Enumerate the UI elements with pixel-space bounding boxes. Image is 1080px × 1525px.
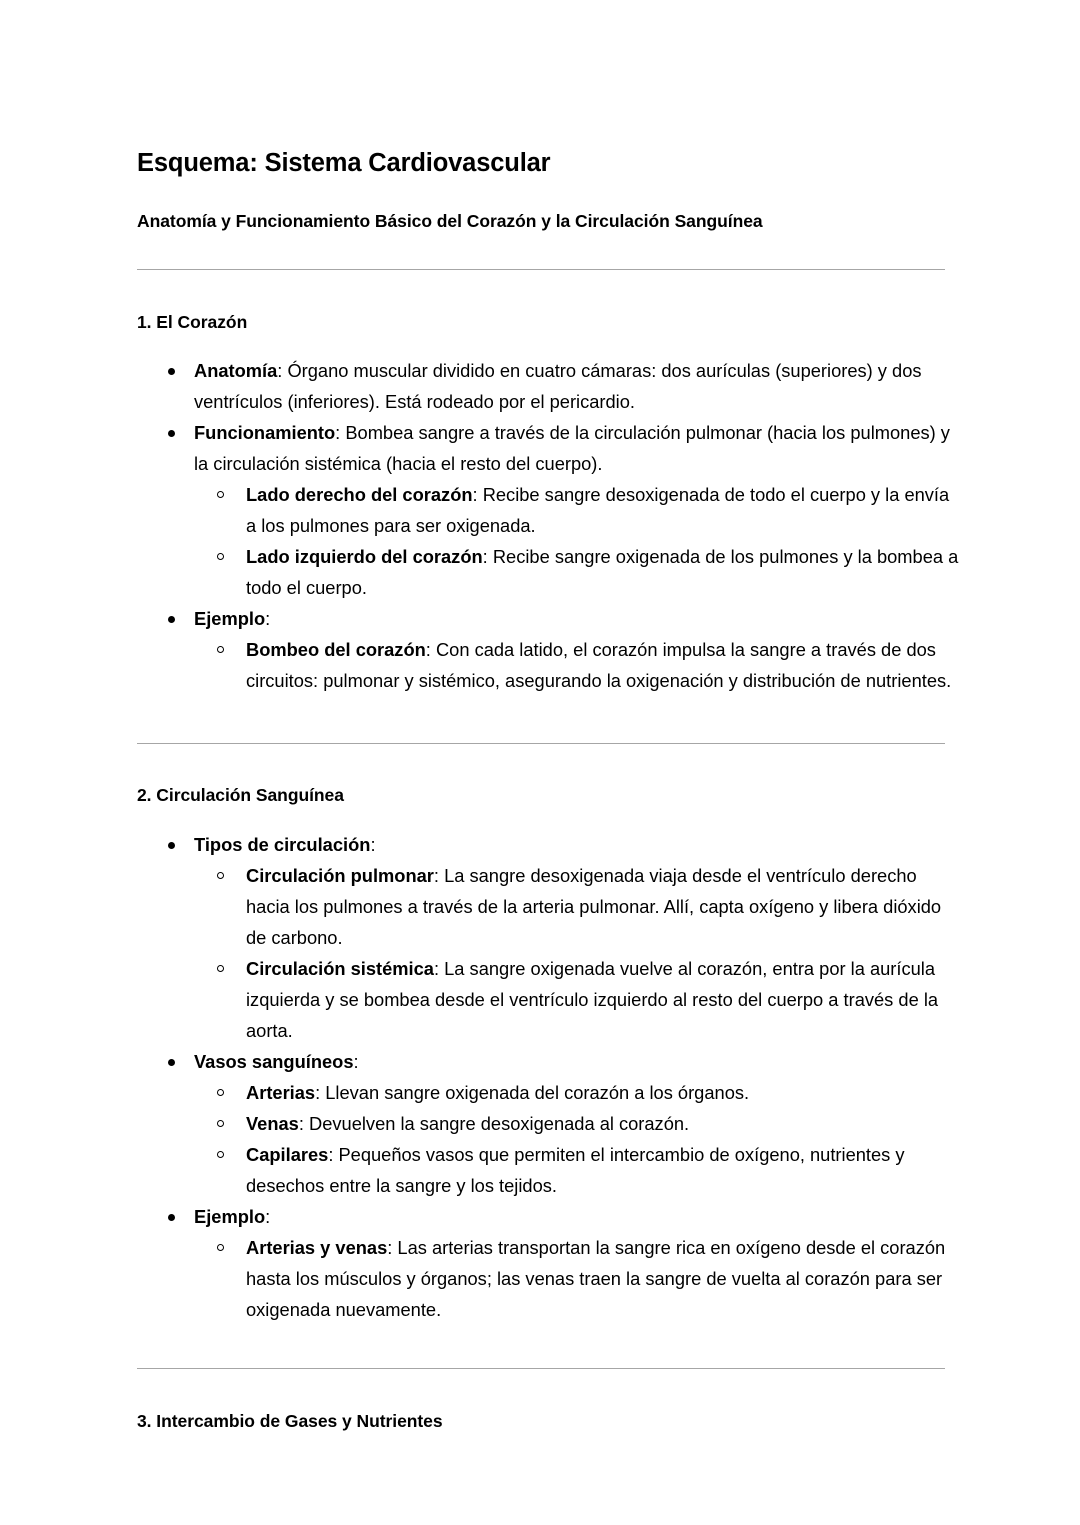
section-divider [137, 1368, 945, 1369]
list-item-body: : Órgano muscular dividido en cuatro cámaras: dos aurículas (superiores) y dos ventrículos (inferiores). Está rodeado por el pericardio. [194, 360, 922, 413]
sub-list-item [182, 634, 960, 696]
sub-list-item [182, 1139, 960, 1201]
list-item-text [194, 417, 960, 479]
list-item-text [194, 603, 960, 634]
list-item-body: : Bombea sangre a través de la circulación pulmonar (hacia los pulmones) y la circulación sistémica (hacia el resto del cuerpo). [194, 422, 950, 475]
sub-list-item-lead: Venas [246, 1113, 299, 1135]
sub-list-item-body: : La sangre oxigenada vuelve al corazón, entra por la aurícula izquierda y se bombea desde el ventrículo izquierdo al resto del cuerpo a través de la aorta. [246, 958, 939, 1042]
sub-list-item-text [246, 953, 960, 1046]
sub-list [182, 634, 960, 696]
section-2-list [137, 829, 960, 1325]
sub-list-item-text [246, 1077, 960, 1108]
sub-list-item-body: : La sangre desoxigenada viaja desde el ventrículo derecho hacia los pulmones a través de la arteria pulmonar. Allí, capta oxígeno y libera dióxido de carbono. [246, 865, 942, 949]
sub-list-item-text [246, 634, 960, 696]
list-item-body: : [370, 834, 376, 856]
sub-list [182, 1077, 960, 1201]
sub-list-item-text [246, 1139, 960, 1201]
list-item-text [194, 355, 960, 417]
section-1-list [137, 355, 960, 696]
list-item [137, 417, 960, 603]
sub-list-item-lead: Arterias [246, 1082, 316, 1104]
list-item-body: : [265, 608, 271, 630]
sub-list-item-body: : Las arterias transportan la sangre rica en oxígeno desde el corazón hasta los músculos y órganos; las venas traen la sangre de vuelta al corazón para ser oxigenada nuevamente. [246, 1237, 946, 1321]
sub-list-item-body: : Llevan sangre oxigenada del corazón a los órganos. [315, 1082, 750, 1104]
sub-list-item-lead: Arterias y venas [246, 1237, 388, 1259]
list-item-lead: Ejemplo [194, 608, 266, 630]
sub-list [182, 479, 960, 603]
list-item-lead: Anatomía [194, 360, 278, 382]
sub-list-item-text [246, 541, 960, 603]
list-item-lead: Ejemplo [194, 1206, 266, 1228]
list-item-text [194, 1046, 960, 1077]
page-title: Esquema: Sistema Cardiovascular [137, 149, 551, 177]
sub-list-item-lead: Bombeo del corazón [246, 639, 426, 661]
list-item [137, 829, 960, 1046]
sub-list-item-text [246, 1232, 960, 1325]
page-subtitle: Anatomía y Funcionamiento Básico del Corazón y la Circulación Sanguínea [137, 210, 763, 231]
section-heading-1: 1. El Corazón [137, 311, 248, 332]
list-item-lead: Tipos de circulación [194, 834, 371, 856]
sub-list-item [182, 541, 960, 603]
section-heading-3: 3. Intercambio de Gases y Nutrientes [137, 1411, 443, 1432]
sub-list-item-body: : Pequeños vasos que permiten el intercambio de oxígeno, nutrientes y desechos entre la sangre y los tejidos. [246, 1144, 905, 1197]
sub-list-item [182, 860, 960, 953]
sub-list [182, 860, 960, 1046]
list-item [137, 355, 960, 417]
list-item-body: : [265, 1206, 271, 1228]
sub-list-item-body: : Recibe sangre oxigenada de los pulmones y la bombea a todo el cuerpo. [246, 546, 959, 599]
list-item [137, 1046, 960, 1201]
section-divider [137, 269, 945, 270]
section-heading-2: 2. Circulación Sanguínea [137, 785, 344, 806]
list-item-body: : [353, 1051, 359, 1073]
sub-list-item-text [246, 1108, 960, 1139]
sub-list-item-lead: Lado izquierdo del corazón [246, 546, 483, 568]
section-divider [137, 743, 945, 744]
sub-list-item [182, 1108, 960, 1139]
sub-list-item [182, 1077, 960, 1108]
list-item [137, 1201, 960, 1325]
sub-list-item-body: : Con cada latido, el corazón impulsa la sangre a través de dos circuitos: pulmonar y sistémico, asegurando la oxigenación y distribución de nutrientes. [246, 639, 952, 692]
sub-list-item-lead: Capilares [246, 1144, 329, 1166]
sub-list-item-body: : Recibe sangre desoxigenada de todo el cuerpo y la envía a los pulmones para ser oxigenada. [246, 484, 950, 537]
list-item [137, 603, 960, 696]
sub-list-item-lead: Circulación sistémica [246, 958, 434, 980]
sub-list-item-lead: Circulación pulmonar [246, 865, 434, 887]
sub-list-item-text [246, 860, 960, 953]
list-item-text [194, 1201, 960, 1232]
sub-list-item-text [246, 479, 960, 541]
sub-list-item [182, 953, 960, 1046]
list-item-lead: Funcionamiento [194, 422, 336, 444]
list-item-text [194, 829, 960, 860]
sub-list-item-body: : Devuelven la sangre desoxigenada al corazón. [298, 1113, 690, 1135]
sub-list-item-lead: Lado derecho del corazón [246, 484, 473, 506]
sub-list-item [182, 1232, 960, 1325]
sub-list-item [182, 479, 960, 541]
list-item-lead: Vasos sanguíneos [194, 1051, 354, 1073]
sub-list [182, 1232, 960, 1325]
